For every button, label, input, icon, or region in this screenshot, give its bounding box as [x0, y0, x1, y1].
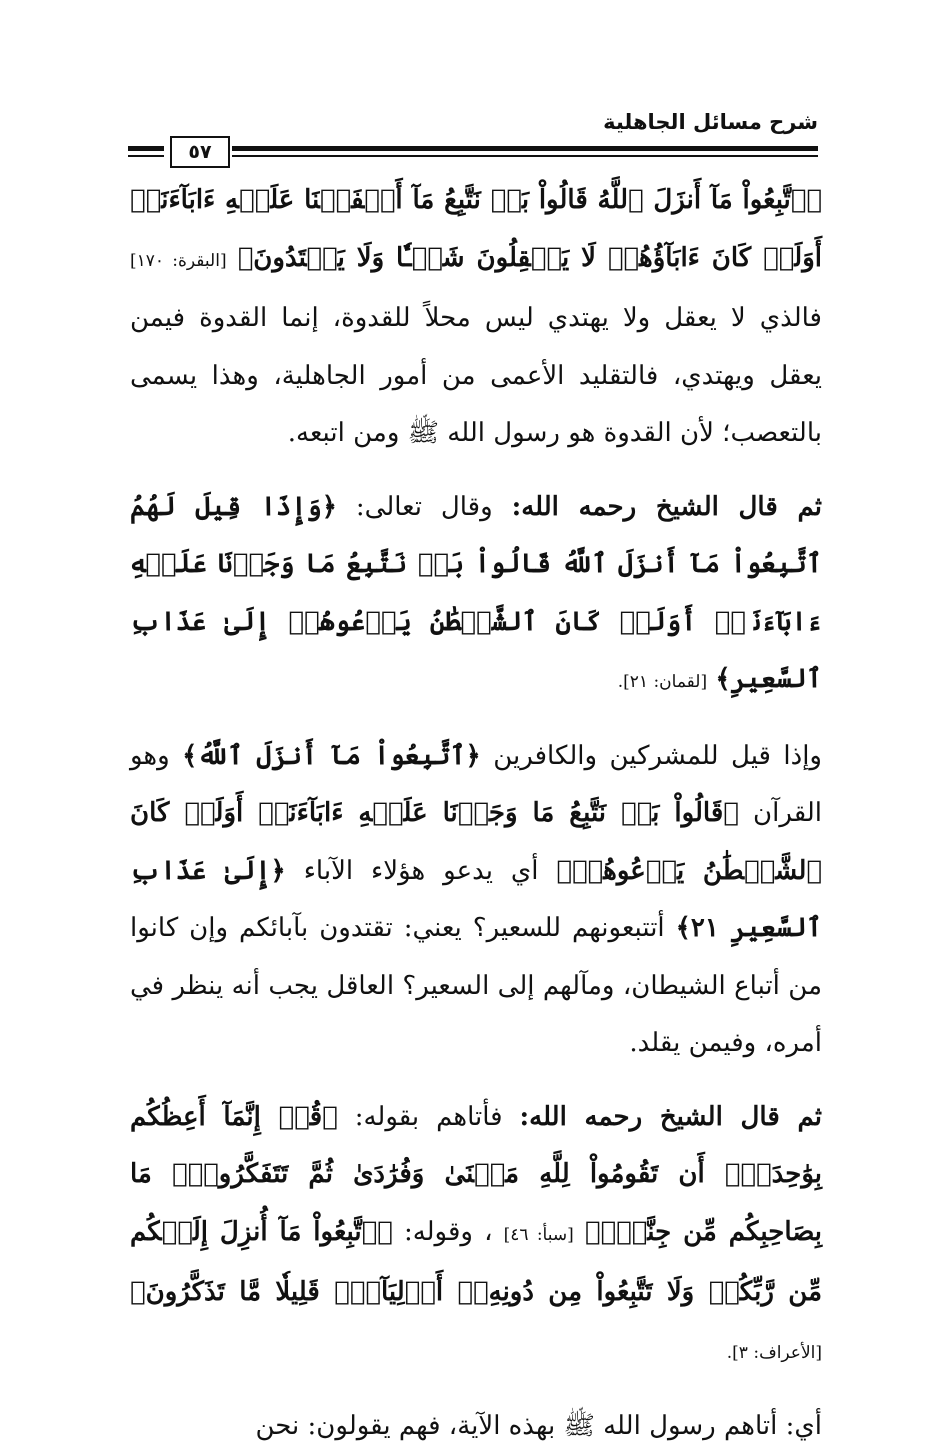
paragraph-5 [130, 1398, 822, 1456]
quran-verse: ﴿ٱتَّبِعُواْ مَآ أَنزَلَ ٱللَّهُ قَالُواْ بَلۡ نَتَّبِعُ مَآ أَلۡفَيۡنَا عَلَيۡهِ ءَابَآءَنَآۚ أَوَلَوۡ كَانَ ءَابَآؤُهُمۡ لَا يَعۡقِلُونَ شَيۡـٔٗا وَلَا يَهۡتَدُونَ﴾ [130, 185, 822, 273]
paragraph-3 [130, 728, 822, 1073]
page-body [130, 172, 822, 1456]
paragraph-text: وقال تعالى: [355, 491, 493, 522]
running-title: شرح مسائل الجاهلية [603, 110, 818, 134]
quran-verse: ﴿قَالُواْ بَلۡ نَتَّبِعُ مَا وَجَدۡنَا عَلَيۡهِ ءَابَآءَنَآۚ أَوَلَوۡ كَانَ ٱلشَّيۡطَٰنُ يَدۡعُوهُمۡ﴾ [130, 798, 822, 886]
paragraph-1 [130, 172, 822, 463]
header-rule-left-thin [128, 155, 164, 157]
verse-reference: [الأعراف: ٣]. [726, 1342, 822, 1363]
paragraph-2 [130, 479, 822, 712]
quran-verse: ﴿وَإِذَا قِيلَ لَهُمُ ٱتَّبِعُواْ مَآ أَنزَلَ ٱللَّهُ قَالُواْ بَلۡ نَتَّبِعُ مَا وَجَدۡنَا عَلَيۡهِ ءَابَآءَنَآۚ أَوَلَوۡ كَانَ ٱلشَّيۡطَٰنُ يَدۡعُوهُمۡ إِلَىٰ عَذَابِ ٱلسَّعِيرِ﴾ [130, 491, 822, 694]
quran-verse: ﴿قُلۡ إِنَّمَآ أَعِظُكُم بِوَٰحِدَةٍۖ أَن تَقُومُواْ لِلَّهِ مَثۡنَىٰ وَفُرَٰدَىٰ ثُمَّ تَتَفَكَّرُواْۚ مَا بِصَاحِبِكُم مِّن جِنَّةٍۚ﴾ [130, 1101, 823, 1247]
paragraph-text: أتتبعونهم للسعير؟ يعني: تقتدون بآبائكم وإن كانوا من أتباع الشيطان، ومآلهم إلى السعير؟ العاقل يجب أنه ينظر في أمره، وفيمن يقلد. [130, 913, 822, 1058]
paragraph-text: فأتاهم بقوله: [354, 1101, 503, 1132]
paragraph-text: وإذا قيل للمشركين والكافرين [493, 740, 822, 771]
quran-verse: ﴿ٱتَّبِعُواْ مَآ أُنزِلَ إِلَيۡكُم مِّن رَّبِّكُمۡ وَلَا تَتَّبِعُواْ مِن دُونِهِۦٓ أَوۡلِيَآءَۗ قَلِيلٗا مَّا تَذَكَّرُونَ﴾ [130, 1216, 822, 1307]
header-rule-thin [232, 155, 818, 157]
quran-verse: ﴿ٱتَّبِعُواْ مَآ أَنزَلَ ٱللَّهُ﴾ [182, 740, 481, 771]
paragraph-text: وهو القرآن [130, 740, 822, 828]
paragraph-text: أي: أتاهم رسول الله ﷺ بهذه الآية، فهم يقولون: نحن [255, 1411, 822, 1441]
paragraph-text: فالذي لا يعقل ولا يهتدي ليس محلاً للقدوة، إنما القدوة فيمن يعقل ويهتدي، فالتقليد الأعمى من أمور الجاهلية، وهذا يسمى بالتعصب؛ لأن القدوة هو رسول الله ﷺ ومن اتبعه. [130, 303, 822, 448]
page-number: ٥٧ [170, 136, 230, 168]
quran-verse: ﴿إِلَىٰ عَذَابِ ٱلسَّعِيرِ ٢١﴾ [130, 855, 822, 943]
section-intro: ثم قال الشيخ رحمه الله: [511, 491, 823, 522]
verse-reference: [البقرة: ١٧٠] [130, 250, 227, 271]
header-rule-thick [232, 146, 818, 151]
header-rule-left-thick [128, 146, 164, 151]
paragraph-4 [130, 1089, 822, 1383]
verse-reference: [سبأ: ٤٦] [503, 1224, 574, 1245]
verse-reference: [لقمان: ٢١]. [617, 672, 708, 692]
section-intro: ثم قال الشيخ رحمه الله: [519, 1101, 822, 1132]
paragraph-text: ، وقوله: [403, 1216, 493, 1247]
paragraph-text: أي يدعو هؤلاء الآباء [303, 855, 539, 886]
